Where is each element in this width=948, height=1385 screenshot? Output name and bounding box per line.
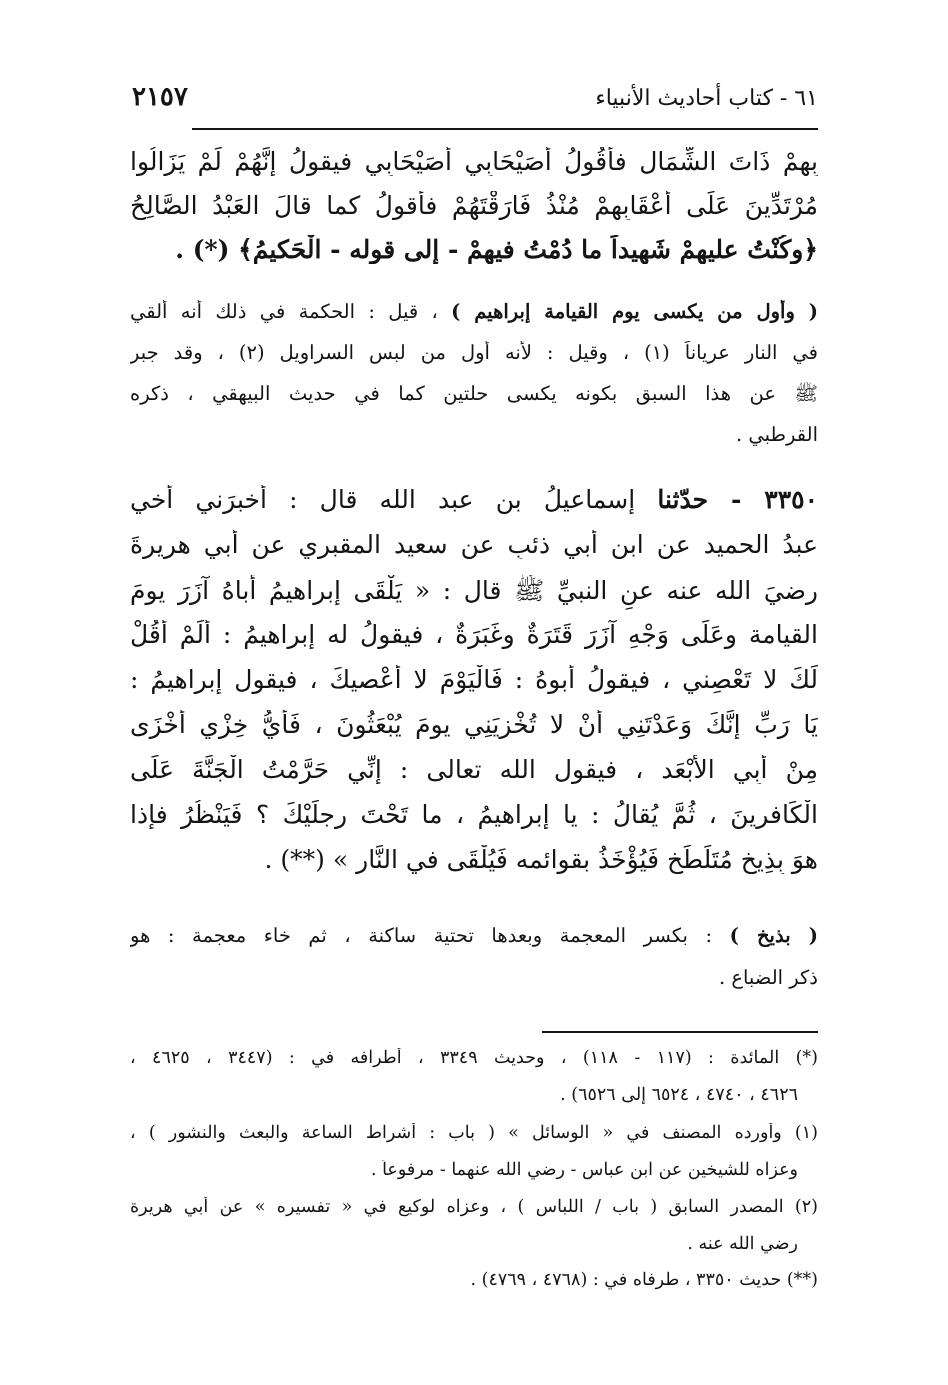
commentary-1-text: ، قيل : الحكمة في ذلك أنه ألقي <box>130 300 438 323</box>
hadith-line-3: رضيَ الله عنه عنِ النبيِّ ﷺ قال : « يَلْقَى إبراهيمُ أَباهُ آزَرَ يومَ <box>130 576 818 605</box>
commentary-2-line-2: ذكر الضباع . <box>718 966 818 989</box>
opening-line-1: بِهِمْ ذَاتَ الشِّمَالِ فأقُولُ أُصَيْحَابِي أُصَيْحَابِي فيقولُ إِنَّهُمْ لَمْ يَزَالُوا <box>130 147 818 176</box>
hadith-line-7: مِنْ أَبِي الأَبْعَد ، فيقول الله تعالى : إنِّي حَرَّمْتُ الْجَنَّةَ عَلَى <box>130 755 818 784</box>
opening-line-3: ﴿وكُنْتُ عليهمْ شَهيداً ما دُمْتُ فيهمْ - إلى قوله - الْحَكيمُ﴾ (*) . <box>175 235 818 264</box>
footnote-divider <box>542 1031 818 1033</box>
commentary-1-line-1 <box>130 300 818 323</box>
commentary-2-lead: ( بذيخ ) <box>729 924 818 947</box>
footnote-star-line-1: (*) المائدة : (١١٧ - ١١٨) ، وحديث ٣٣٤٩ ، أطرافه في : (٣٤٤٧ ، ٤٦٢٥ ، <box>130 1048 818 1068</box>
hadith-line-5: لَكَ لا تَعْصِني ، فيقولُ أبوهُ : فَالْيَوْمَ لا أَعْصيكَ ، فيقول إبراهيمُ : <box>130 665 818 694</box>
hadith-line-6: يَا رَبِّ إِنَّكَ وَعَدْتَنِي أَنْ لا تُخْزِيَنِي يومَ يُبْعَثُونَ ، فَأَيُّ خِزْيٍ أَخْزَى <box>130 710 818 739</box>
commentary-1-lead: ( وأول من يكسى يوم القيامة إبراهيم ) <box>451 300 818 323</box>
footnote-2-line-1: (٢) المصدر السابق ( باب / اللباس ) ، وعزاه لوكيع في « تفسيره » عن أبي هريرة <box>130 1197 818 1217</box>
page-number: ٢١٥٧ <box>132 82 188 112</box>
commentary-1-line-4: القرطبي . <box>735 423 818 446</box>
hadith-line-9: هوَ بِذِيخٍ مُتَلَطِّخٍ فَيُؤْخَذُ بقوائمه فَيُلْقَى في النَّارِ » (**) . <box>264 845 818 874</box>
hadith-line-4: القيامة وعَلَى وَجْهِ آزَرَ قَتَرَةٌ وغَبَرَةٌ ، فيقولُ له إبراهيمُ : أَلَمْ أَقُلْ <box>130 620 818 649</box>
commentary-1-line-3: ﷺ عن هذا السبق بكونه يكسى حلتين كما في حديث البيهقي ، ذكره <box>130 382 818 405</box>
footnote-double-star: (**) حديث ٣٣٥٠ ، طرفاه في : (٤٧٦٨ ، ٤٧٦٩) . <box>470 1270 818 1290</box>
hadith-line-8: الْكَافرينَ ، ثُمَّ يُقالُ : يا إبراهيمُ ، ما تَحْتَ رِجلَيْكَ ؟ فَيَنْظُرُ فإذا <box>130 800 818 829</box>
hadith-line-1 <box>130 485 818 514</box>
footnote-2-line-2: رضي الله عنه . <box>687 1234 798 1254</box>
commentary-2-line-1 <box>130 924 818 947</box>
commentary-2-text: : بكسر المعجمة وبعدها تحتية ساكنة ، ثم خاء معجمة : هو <box>130 924 713 947</box>
chapter-title: ٦١ - كتاب أحاديث الأنبياء <box>595 86 818 111</box>
hadith-line-1-text: إسماعيلُ بن عبد الله قال : أَخبرَني أَخي <box>130 485 636 514</box>
header-divider <box>192 128 818 130</box>
hadith-line-2: عبدُ الحميد عنِ ابنِ أبي ذئبٍ عن سعيد المقبري عن أَبي هريرةَ <box>130 530 818 559</box>
footnote-1-line-1: (١) وأورده المصنف في « الوسائل » ( باب : أشراط الساعة والبعث والنشور ) ، <box>130 1123 818 1143</box>
hadith-number: ٣٣٥٠ - حدّثنا <box>657 485 818 514</box>
opening-line-2: مُرْتَدِّينَ عَلَى أَعْقَابِهِمْ مُنْذُ فَارَقْتَهُمْ فأقولُ كما قالَ العَبْدُ الصَّالِحُ <box>130 191 818 220</box>
footnote-star-line-2: ٤٦٢٦ ، ٤٧٤٠ ، ٦٥٢٤ إلى ٦٥٢٦) . <box>560 1085 798 1105</box>
commentary-1-line-2: في النار عرياناً (١) ، وقيل : لأنه أول من لبس السراويل (٢) ، وقد جبر <box>130 341 818 364</box>
footnote-1-line-2: وعزاه للشيخين عن ابن عباس - رضي الله عنهما - مرفوعاً . <box>370 1160 798 1180</box>
